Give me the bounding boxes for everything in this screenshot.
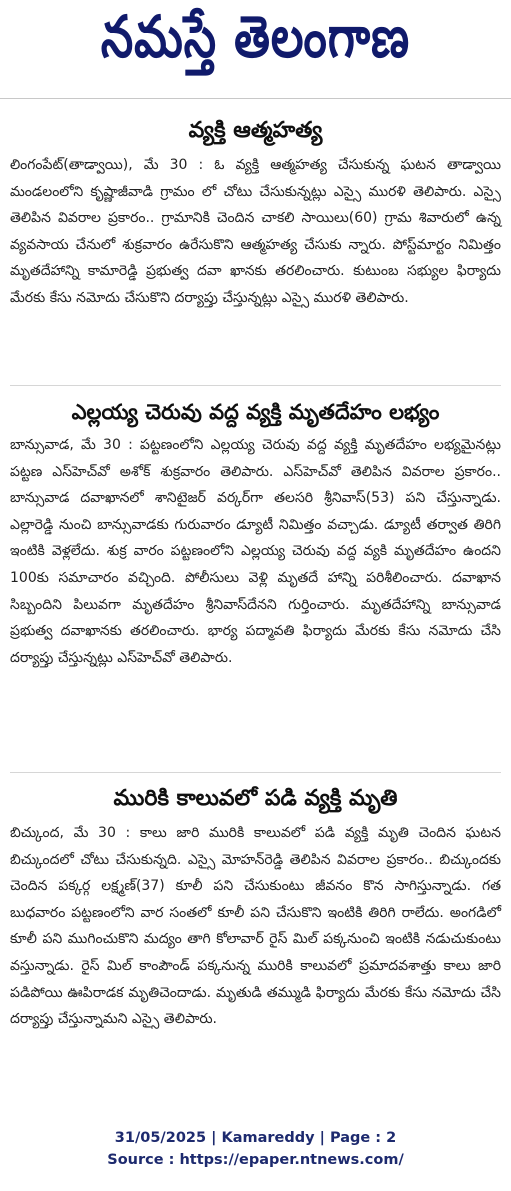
article-body: బిచ్కుంద, మే 30 : కాలు జారి మురికి కాలువలో పడి వ్యక్తి మృతి చెందిన ఘటన బిచ్కుందలో చోటు చేసుకున్నది. ఎస్సై మోహన్‌రెడ్డి తెలిపిన వివరాల ప్రకారం.. బిచ్కుందకు చెందిన పక్కర్గ లక్ష్మణ్(37) కూలీ పని చేసుకుంటు జీవనం కొన సాగిస్తున్నాడు. గత బుధవారం పట్టణంలోని వార సంతలో కూలీ పని చేసుకొని ఇంటికి తిరిగి రాలేదు. అంగడిలో కూలీ పని ముగించుకొని మద్యం తాగి కోలావార్ రైస్ మిల్ పక్కనుంచి ఇంటికి నడుచుకుంటు వస్తున్నాడు. రైస్ మిల్ కాంపౌండ్ పక్కనున్న మురికి కాలువలో ప్రమాదవశాత్తు కాలు జారి పడిపోయి ఊపిరాడక మృతిచెందాడు. మృతుడి తమ్ముడి ఫిర్యాదు మేరకు కేసు నమోదు చేసి దర్యాప్తు చేస్తున్నామని ఎస్సై తెలిపారు. — [10, 825, 501, 1028]
article-headline: మురికి కాలువలో పడి వ్యక్తి మృతి — [113, 786, 398, 811]
masthead — [0, 0, 511, 88]
article-body: లింగంపేట్(తాడ్వాయి), మే 30 : ఓ వ్యక్తి ఆత్మహత్య చేసుకున్న ఘటన తాడ్వాయి మండలంలోని కృష్ణాజీవాడి గ్రామం లో చోటు చేసుకున్నట్లు ఎస్సై మురళి తెలిపారు. ఎస్సై తెలిపిన వివరాల ప్రకారం.. గ్రామానికి చెందిన చాకలి సాయిలు(60) గ్రామ శివారులో ఉన్న వ్యవసాయ చేనులో శుక్రవారం ఉరేసుకొని ఆత్మహత్య చేసుకు న్నారు. పోస్ట్‌మార్టం నిమిత్తం మృతదేహాన్ని కామారెడ్డి ప్రభుత్వ దవా ఖానకు తరలించారు. కుటుంబ సభ్యుల ఫిర్యాదు మేరకు కేసు నమోదు చేసుకొని దర్యాప్తు చేస్తున్నట్లు ఎస్సై మురళి తెలిపారు. — [10, 157, 501, 306]
article-suicide — [10, 114, 501, 312]
footer — [0, 1127, 511, 1171]
footer-source-line: Source : https://epaper.ntnews.com/ — [107, 1152, 404, 1168]
footer-date-line: 31/05/2025 | Kamareddy | Page : 2 — [114, 1130, 397, 1146]
article-body: బాన్సువాడ, మే 30 : పట్టణంలోని ఎల్లయ్య చెరువు వద్ద వ్యక్తి మృతదేహం లభ్యమైనట్లు పట్టణ ఎస్‌హెచ్‌వో అశోక్ శుక్రవారం తెలిపారు. ఎస్‌హెచ్‌వో తెలిపిన వివరాల ప్రకారం.. బాన్సువాడ దవాఖానలో శానిటైజర్ వర్కర్‌గా తలసరి శ్రీనివాస్(53) పని చేస్తున్నాడు. ఎల్లారెడ్డి నుంచి బాన్సువాడకు గురువారం డ్యూటీ నిమిత్తం వచ్చాడు. డ్యూటీ తర్వాత తిరిగి ఇంటికి వెళ్లలేదు. శుక్ర వారం పట్టణంలోని ఎల్లయ్య చెరువు వద్ద వ్యకి మృతదేహం ఉందని 100కు సమాచారం వచ్చింది. పోలీసులు వెళ్లి మృతదే హాన్ని పరిశీలించారు. దవాఖాన సిబ్బందిని పిలువగా మృతదేహం శ్రీనివాస్‌దేనని గుర్తించారు. మృతదేహాన్ని బాన్సువాడ ప్రభుత్వ దవాఖానకు తరలించారు. భార్య పద్మావతి ఫిర్యాదు మేరకు కేసు నమోదు చేసి దర్యాప్తు చేస్తున్నట్లు ఎస్‌హెచ్‌వో తెలిపారు. — [10, 437, 501, 666]
article-headline: వ్యక్తి ఆత్మహత్య — [188, 118, 323, 143]
masthead-divider — [0, 98, 511, 99]
article-divider — [10, 772, 501, 773]
masthead-title: నమస్తే తెలంగాణ — [100, 2, 411, 71]
article-headline: ఎల్లయ్య చెరువు వద్ద వ్యక్తి మృతదేహం లభ్యం — [71, 400, 440, 424]
article-divider — [10, 385, 501, 386]
article-drain-death — [10, 780, 501, 1033]
article-body-found — [10, 392, 501, 671]
